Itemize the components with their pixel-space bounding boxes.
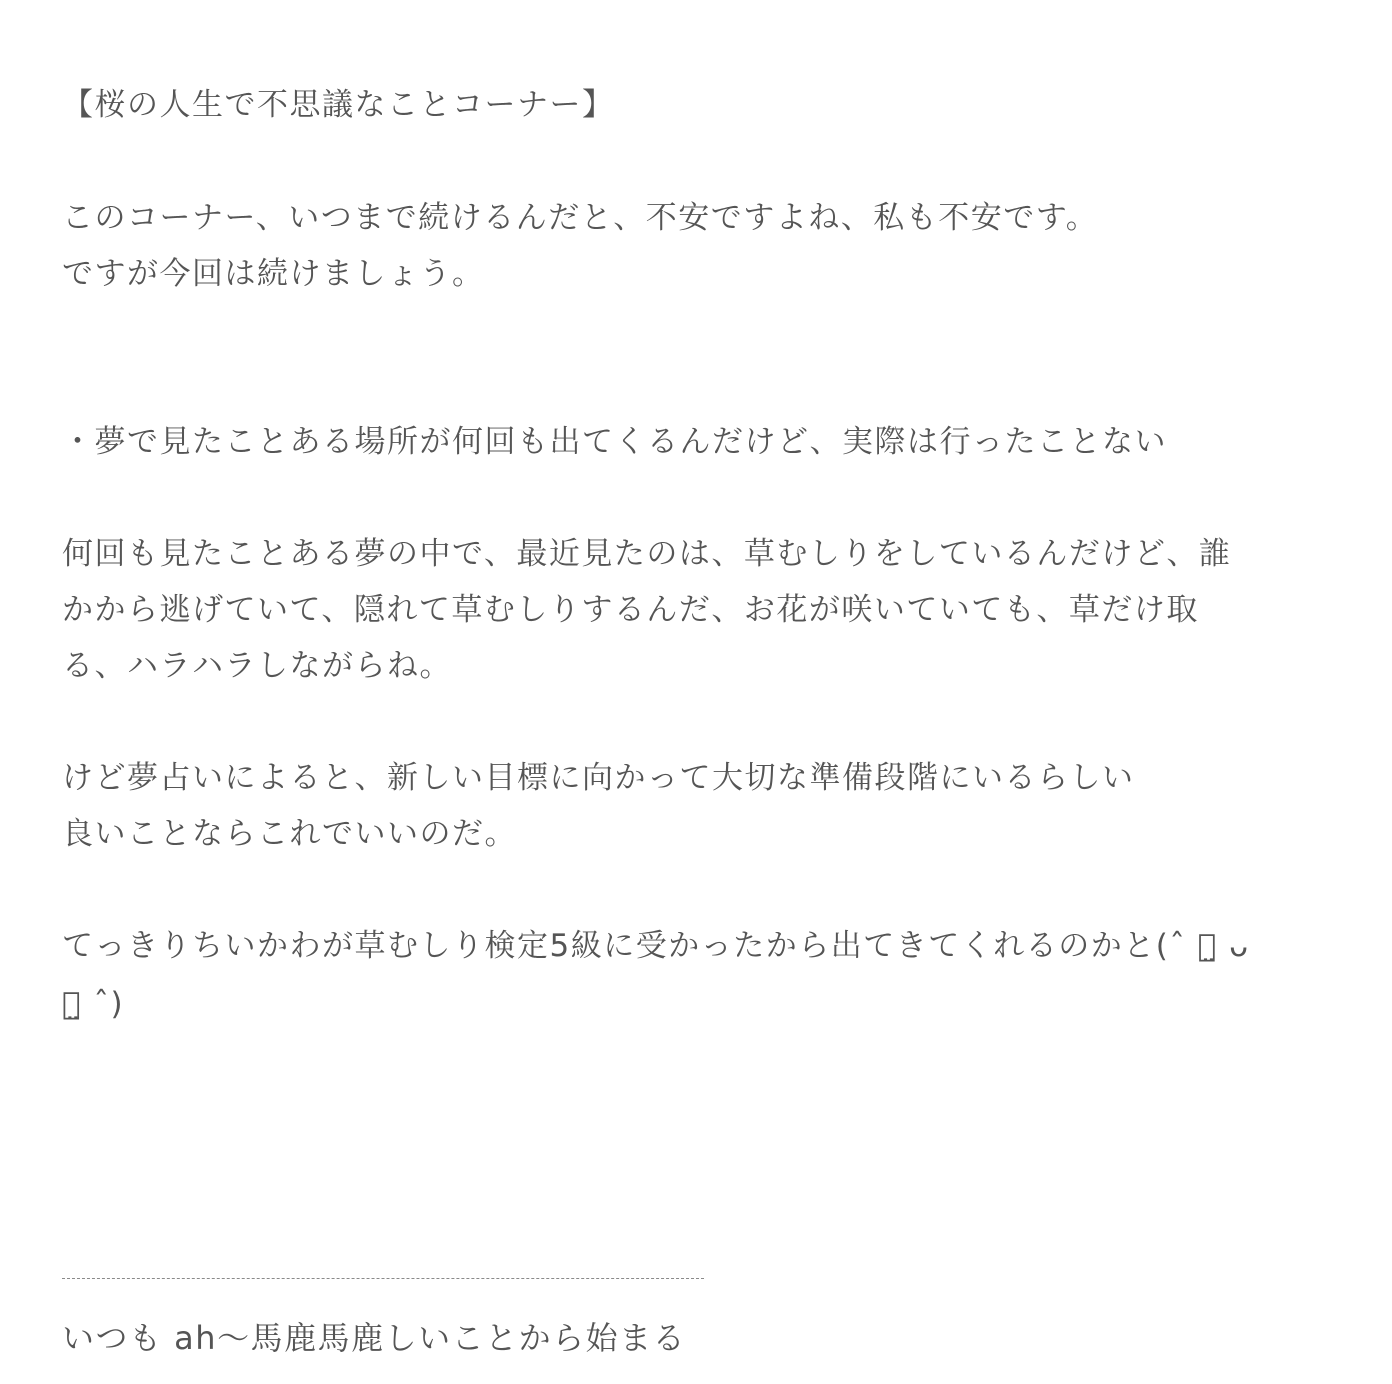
intro-line-2: ですが今回は続けましょう。: [62, 256, 485, 292]
dream-paragraph-line-2: かから逃げていて、隠れて草むしりするんだ、お花が咲いていても、草だけ取: [62, 592, 1199, 628]
closing-paragraph-line-1: てっきりちいかわが草むしり検定5級に受かったから出てきてくれるのかと(ˆ ๑̤ ᴗ: [62, 928, 1250, 964]
dream-paragraph-line-1: 何回も見たことある夢の中で、最近見たのは、草むしりをしているんだけど、誰: [62, 536, 1232, 572]
dream-paragraph-line-3: る、ハラハラしながらね。: [62, 648, 452, 684]
fortune-paragraph-line-2: 良いことならこれでいいのだ。: [62, 816, 517, 852]
post-section-title: 【桜の人生で不思議なことコーナー】: [62, 87, 615, 123]
intro-line-1: このコーナー、いつまで続けるんだと、不安ですよね、私も不安です。: [62, 200, 1099, 236]
closing-paragraph-line-2: ๑̤ ˆ): [62, 986, 125, 1022]
footer-divider: [62, 1278, 704, 1279]
footer-tagline: いつも ah〜馬鹿馬鹿しいことから始まる: [62, 1319, 687, 1357]
bullet-item: ・夢で見たことある場所が何回も出てくるんだけど、実際は行ったことない: [62, 424, 1167, 460]
fortune-paragraph-line-1: けど夢占いによると、新しい目標に向かって大切な準備段階にいるらしい: [62, 760, 1135, 796]
